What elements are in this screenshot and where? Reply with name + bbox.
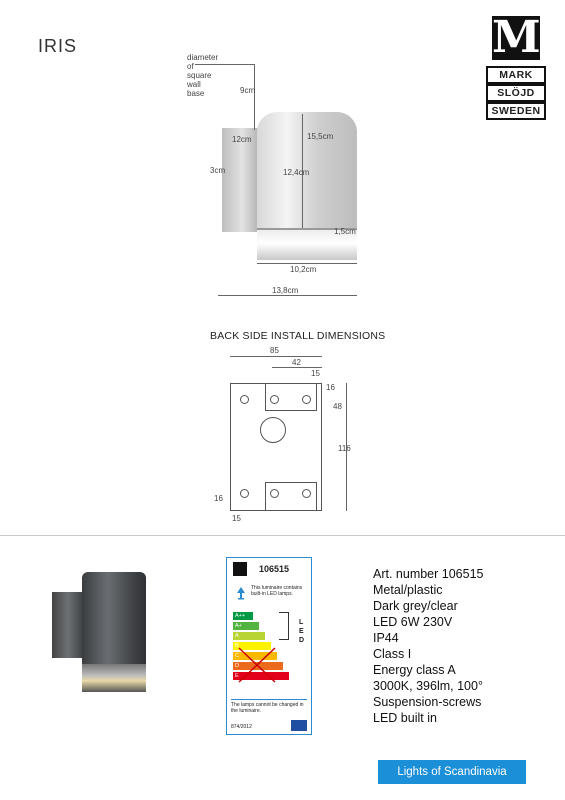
spec-item: 3000K, 396lm, 100°: [373, 679, 483, 693]
note-leader-v: [254, 64, 255, 130]
energy-bar-c: C: [233, 652, 277, 660]
logo-word-sweden: SWEDEN: [486, 102, 546, 120]
dim-15-bottom: 15: [232, 514, 241, 523]
photo-wall-plate: [52, 592, 84, 658]
dim-12: 12cm: [232, 135, 252, 144]
energy-bar-d: D: [233, 662, 283, 670]
energy-bar-e: E: [233, 672, 289, 680]
label-regulation: 874/2012: [231, 724, 252, 730]
spec-item: Dark grey/clear: [373, 599, 458, 613]
product-title: IRIS: [38, 36, 78, 56]
dim-15-5: 15,5cm: [307, 132, 334, 141]
dim-3: 3cm: [210, 166, 226, 175]
back-side-title: BACK SIDE INSTALL DIMENSIONS: [210, 330, 386, 342]
spec-item: Energy class A: [373, 663, 456, 677]
dim-16-top: 16: [326, 383, 335, 392]
energy-bar-b: B: [233, 642, 271, 650]
spec-item: Art. number 106515: [373, 567, 484, 581]
dim-16-bottom: 16: [214, 494, 223, 503]
led-bracket: [279, 612, 289, 640]
dim-1-5: 1,5cm: [334, 227, 356, 236]
dim-10-2: 10,2cm: [290, 265, 317, 274]
screw-hole: [302, 489, 311, 498]
logo-letter: M: [492, 12, 541, 63]
lamp-icon: [235, 586, 247, 600]
dim-12-4: 12,4cm: [283, 168, 310, 177]
spec-item: IP44: [373, 631, 399, 645]
dim-116: 116: [338, 444, 351, 453]
logo-word-slojd: SLÖJD: [486, 84, 546, 102]
dim-line-85: [230, 356, 322, 357]
spec-item: Metal/plastic: [373, 583, 443, 597]
dim-48: 48: [333, 402, 342, 411]
screw-hole: [302, 395, 311, 404]
dim-9: 9cm: [240, 86, 256, 95]
spec-item: Class I: [373, 647, 412, 661]
dim-15-top: 15: [311, 369, 320, 378]
logo-word-mark: MARK: [486, 66, 546, 84]
label-art-number: 106515: [259, 564, 290, 574]
screw-hole: [240, 395, 249, 404]
spec-item: LED built in: [373, 711, 437, 725]
screw-hole: [270, 489, 279, 498]
eu-flag-icon: [291, 720, 307, 731]
screw-hole: [270, 395, 279, 404]
note-leader: [195, 64, 255, 65]
label-logo: [233, 562, 247, 576]
wall-base-note: diameter of square wall base: [187, 53, 219, 98]
label-bottom-note: The lamps cannot be changed in the luminaire.: [231, 699, 307, 714]
photo-glass-band: [82, 664, 146, 692]
energy-bar-a++: A++: [233, 612, 253, 620]
crossed-classes-icon: [237, 646, 277, 684]
label-note: This luminaire contains built-in LED lamps.: [251, 585, 303, 597]
dim-85: 85: [270, 346, 279, 355]
energy-label: [226, 557, 312, 735]
led-text: LED: [299, 619, 305, 644]
footer-banner: Lights of Scandinavia: [378, 760, 526, 784]
screw-hole: [240, 489, 249, 498]
section-divider: [0, 535, 565, 536]
energy-bar-a: A: [233, 632, 265, 640]
spec-item: Suspension-screws: [373, 695, 482, 709]
spec-list: [373, 566, 484, 726]
dim-line-42: [272, 367, 322, 368]
dim-13-8: 13,8cm: [272, 286, 299, 295]
cable-hole: [260, 417, 286, 443]
brand-logo: [486, 12, 546, 120]
spec-item: LED 6W 230V: [373, 615, 453, 629]
energy-bar-a+: A+: [233, 622, 259, 630]
dim-42: 42: [292, 358, 301, 367]
dim-line-10-2: [257, 263, 357, 264]
dim-line-13-8: [218, 295, 357, 296]
